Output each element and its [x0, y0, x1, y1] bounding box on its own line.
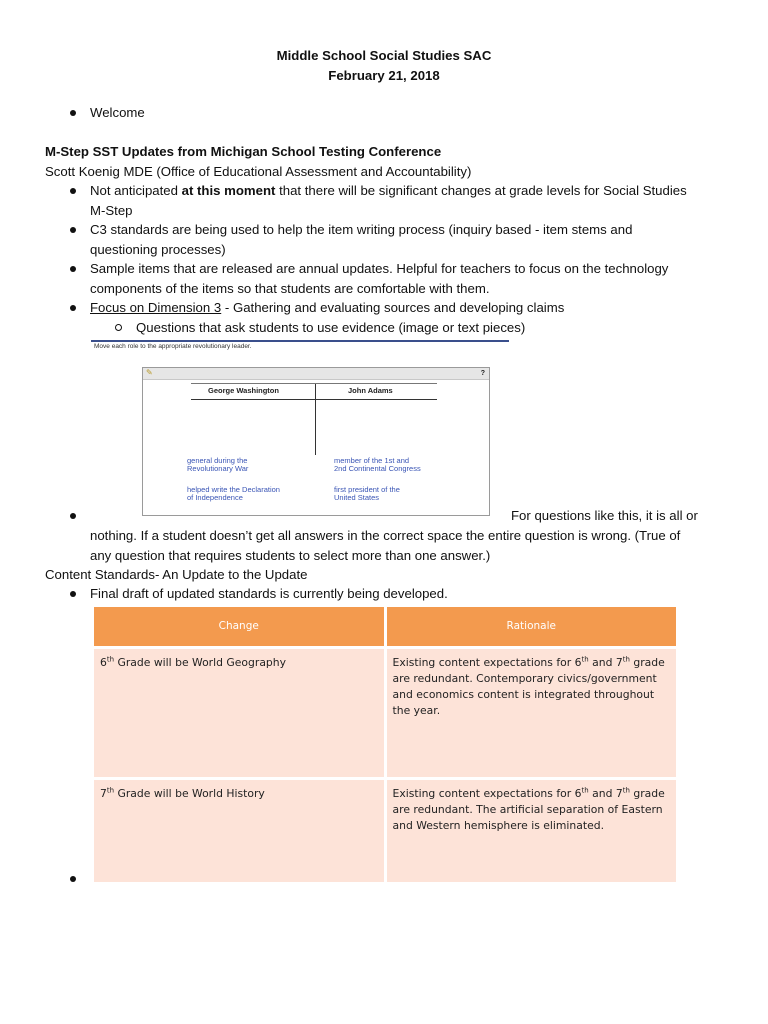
row1-change: 6th Grade will be World Geography — [94, 649, 384, 777]
bullet-final-draft: Final draft of updated standards is currently being developed. — [90, 586, 448, 601]
column-divider — [315, 384, 316, 455]
drag-item-declaration[interactable]: helped write the Declaration of Independence — [187, 485, 280, 502]
drag-item-general[interactable]: general during the Revolutionary War — [187, 456, 249, 473]
bullet-dot — [70, 266, 76, 272]
bullet-all-or-nothing: nothing. If a student doesn’t get all answers in the correct space the entire question is wrong. (True of any question that requires students to select more than one answer.) — [90, 528, 681, 563]
presenter-line: Scott Koenig MDE (Office of Educational Assessment and Accountability) — [45, 164, 472, 179]
bullet-all-or-nothing-tail: For questions like this, it is all or — [511, 508, 698, 523]
panel-header — [143, 368, 489, 380]
row2-rationale: Existing content expectations for 6th and 7th grade are redundant. The artificial separation of Eastern and Western hemisphere is eliminated. — [387, 780, 677, 882]
column-header-rule — [191, 399, 437, 400]
bullet-sample-items: Sample items that are released are annual updates. Helpful for teachers to focus on the technology components of the items so that students are comfortable with them. — [90, 261, 669, 296]
header-change: Change — [94, 607, 384, 646]
column-john-adams: John Adams — [348, 386, 393, 395]
bullet-dot — [70, 513, 76, 519]
document-date: February 21, 2018 — [328, 68, 440, 83]
dimension-3-link[interactable]: Focus on Dimension 3 — [90, 300, 222, 315]
bullet-dot — [70, 110, 76, 116]
bullet-c3-standards: C3 standards are being used to help the item writing process (inquiry based - item stems and questioning processes) — [90, 222, 633, 257]
standards-change-table — [91, 604, 679, 885]
figure-instruction: Move each role to the appropriate revolutionary leader. — [94, 343, 252, 350]
help-button[interactable]: ? — [480, 370, 485, 377]
sub-bullet-evidence: Questions that ask students to use evidence (image or text pieces) — [136, 320, 526, 335]
bullet-not-anticipated: Not anticipated at this moment that there will be significant changes at grade levels for Social Studies M-Step — [90, 183, 687, 218]
table-top-rule — [191, 383, 437, 384]
bullet-dot — [70, 876, 76, 882]
sample-item-screenshot — [91, 340, 509, 520]
document-title: Middle School Social Studies SAC — [276, 48, 492, 63]
header-rationale: Rationale — [387, 607, 677, 646]
section-heading-content-standards: Content Standards- An Update to the Update — [45, 567, 308, 582]
row1-rationale: Existing content expectations for 6th and 7th grade are redundant. Contemporary civics/government and economics content is integrated throughout the year. — [387, 649, 677, 777]
bullet-dot — [70, 305, 76, 311]
drag-item-congress[interactable]: member of the 1st and 2nd Continental Congress — [334, 456, 421, 473]
column-george-washington: George Washington — [208, 386, 279, 395]
figure-top-rule — [91, 340, 509, 342]
bullet-dimension-3: Focus on Dimension 3 - Gathering and evaluating sources and developing claims — [90, 300, 565, 315]
pencil-icon: ✎ — [146, 368, 153, 377]
bullet-dot — [70, 188, 76, 194]
row2-change: 7th Grade will be World History — [94, 780, 384, 882]
section-heading-mstep: M-Step SST Updates from Michigan School Testing Conference — [45, 144, 442, 159]
sub-bullet-circle — [115, 324, 122, 331]
drag-item-first-president[interactable]: first president of the United States — [334, 485, 400, 502]
bullet-dot — [70, 591, 76, 597]
bullet-dot — [70, 227, 76, 233]
drag-drop-panel — [142, 367, 490, 516]
welcome-item: Welcome — [90, 105, 145, 120]
